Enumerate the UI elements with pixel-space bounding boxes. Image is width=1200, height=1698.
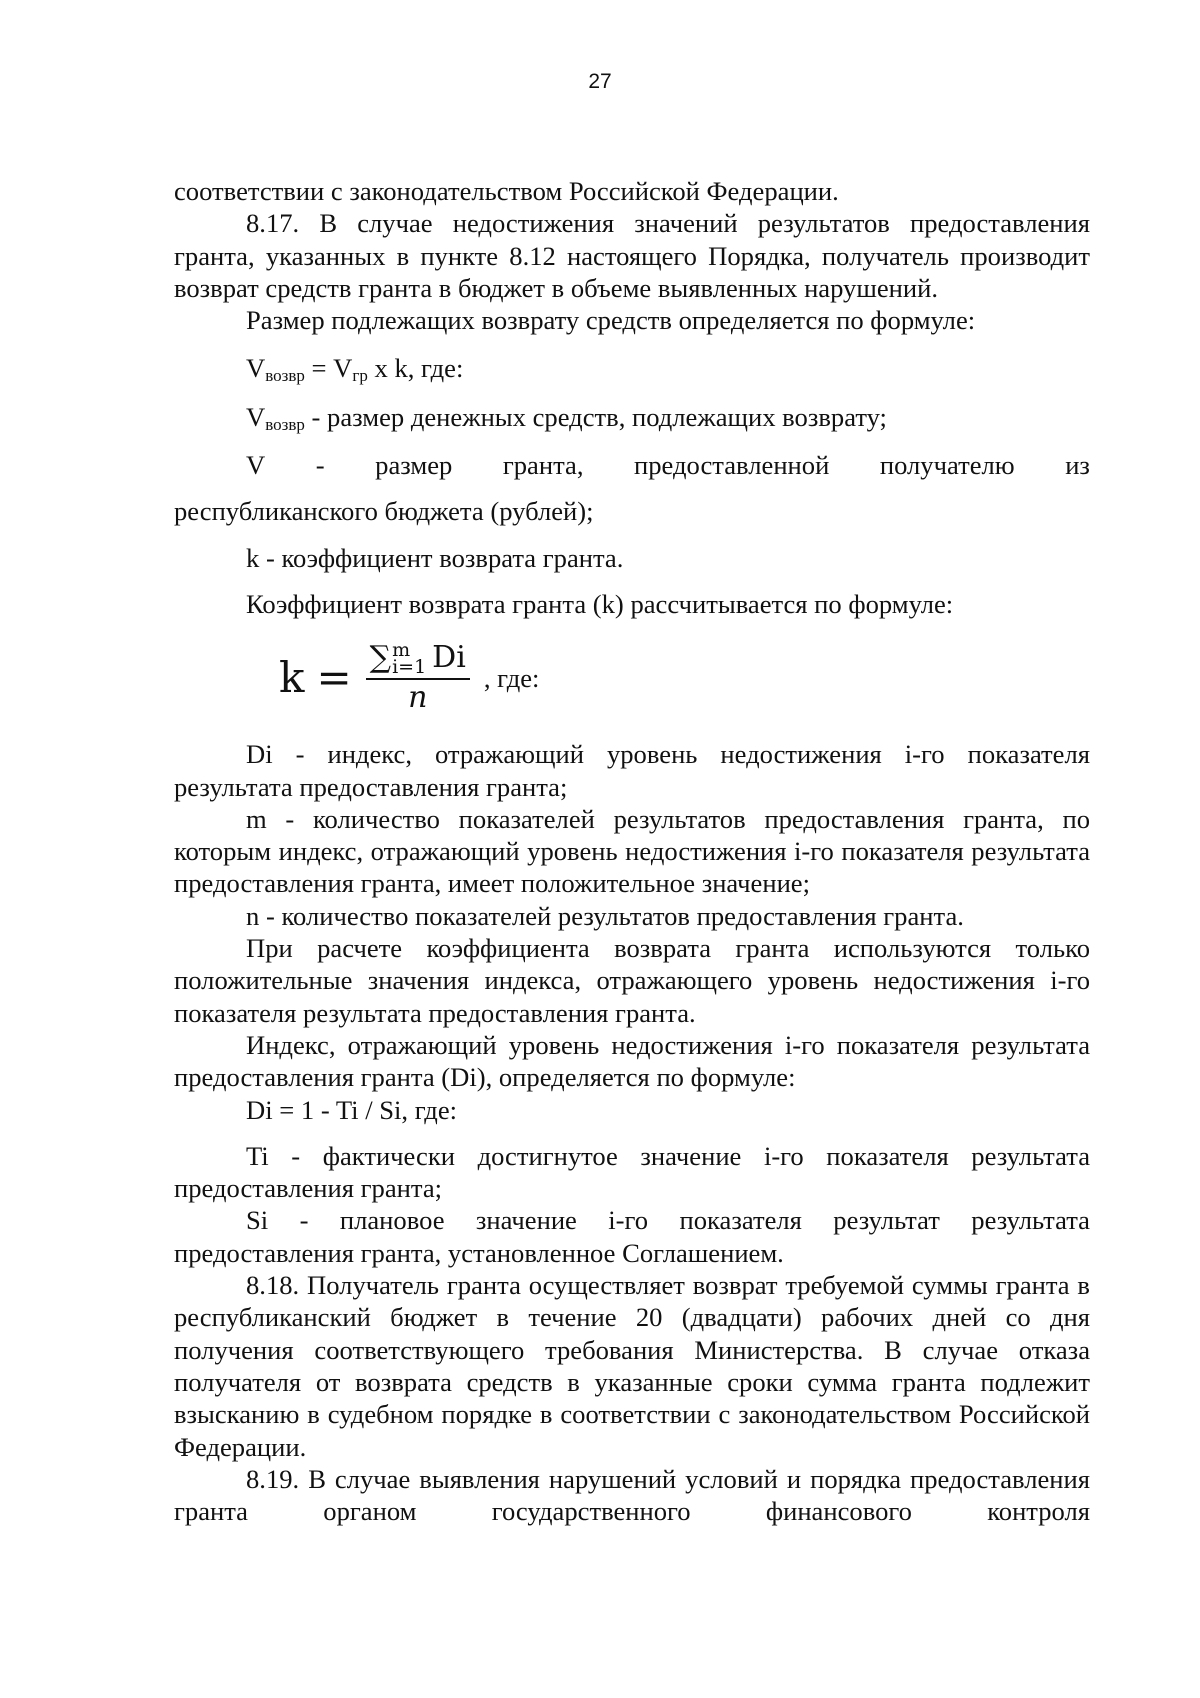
sum-term: Di — [432, 640, 466, 676]
n-definition: n - количество показателей результатов предоставления гранта. — [246, 900, 964, 931]
m-definition: m - количество показателей результатов предоставления гранта, по которым индекс, отражающий уровень недостижения i-го показателя результата предоставления гранта, имеет положительное значение; — [174, 803, 1090, 899]
document-body — [174, 175, 1090, 1527]
formula-lhs: k — [279, 653, 305, 703]
k-formula-intro: Коэффициент возврата гранта (k) рассчитывается по формуле: — [246, 588, 954, 619]
fraction-denominator: n — [408, 680, 428, 716]
definition-text: - размер денежных средств, подлежащих возврату; — [304, 401, 887, 432]
formula-subscript: возвр — [265, 366, 305, 386]
fraction-numerator — [366, 639, 470, 680]
formula-subscript: гр — [352, 366, 368, 386]
formula-tail: , где: — [483, 663, 540, 694]
di-definition: Di - индекс, отражающий уровень недостижения i-го показателя результата предоставления гранта; — [174, 739, 1090, 802]
word: V — [246, 450, 266, 481]
formula-symbol: V — [246, 353, 266, 384]
formula-equals: = — [316, 653, 352, 703]
formula-subscript: возвр — [265, 414, 305, 434]
paragraph-8-19: 8.19. В случае выявления нарушений условий и порядка предоставления гранта органом государственного финансового контроля — [174, 1463, 1090, 1527]
page-number: 27 — [588, 70, 612, 93]
grant-volume-definition-continuation: республиканского бюджета (рублей); — [174, 496, 594, 527]
sum-sign: ∑ — [369, 640, 392, 676]
paragraph-size-formula-intro: Размер подлежащих возврату средств определяется по формуле: — [246, 305, 976, 336]
ti-definition: Ti - фактически достигнутое значение i-го показателя результата предоставления гранта; — [174, 1140, 1090, 1204]
formula-equals: = V — [304, 353, 353, 384]
return-volume-formula — [174, 352, 1090, 384]
paragraph-8-17: 8.17. В случае недостижения значений результатов предоставления гранта, указанных в пункте 8.12 настоящего Порядка, получатель производит возврат средств гранта в бюджет в объеме выявленных нарушений. — [174, 208, 1090, 303]
return-volume-definition — [174, 401, 1090, 433]
paragraph-8-18: 8.18. Получатель гранта осуществляет возврат требуемой суммы гранта в республиканский бюджет в течение 20 (двадцати) рабочих дней со дня получения соответствующего требования Министерства. В случае отказа получателя от возврата средств в указанные сроки сумма гранта подлежит взысканию в судебном порядке в соответствии с законодательством Российской Федерации. — [174, 1270, 1090, 1462]
word: размер — [375, 450, 453, 481]
calculation-note: При расчете коэффициента возврата гранта используются только положительные значения индекса, отражающего уровень недостижения i-го показателя результата предоставления гранта. — [174, 933, 1090, 1028]
si-definition: Si - плановое значение i-го показателя результат результата предоставления гранта, установленное Соглашением. — [174, 1205, 1090, 1268]
formula-symbol: V — [246, 401, 266, 432]
word: гранта, — [502, 450, 584, 481]
formula-tail: x k, где: — [367, 353, 464, 384]
word: получателю — [879, 450, 1015, 481]
index-formula-intro: Индекс, отражающий уровень недостижения i-го показателя результата предоставления гранта (Di), определяется по формуле: — [174, 1029, 1090, 1093]
grant-volume-definition-line — [174, 449, 1090, 481]
di-formula: Di = 1 - Ti / Si, где: — [246, 1094, 458, 1125]
k-definition: k - коэффициент возврата гранта. — [246, 542, 624, 573]
sum-lower-limit: i=1 — [392, 656, 427, 679]
word: - — [315, 450, 325, 481]
k-formula — [279, 628, 1090, 728]
paragraph-continuation: соответствии с законодательством Российской Федерации. — [174, 176, 839, 206]
sum-upper-limit: m — [392, 639, 411, 662]
word: из — [1065, 450, 1090, 481]
word: предоставленной — [634, 450, 830, 481]
formula-fraction — [366, 639, 470, 716]
